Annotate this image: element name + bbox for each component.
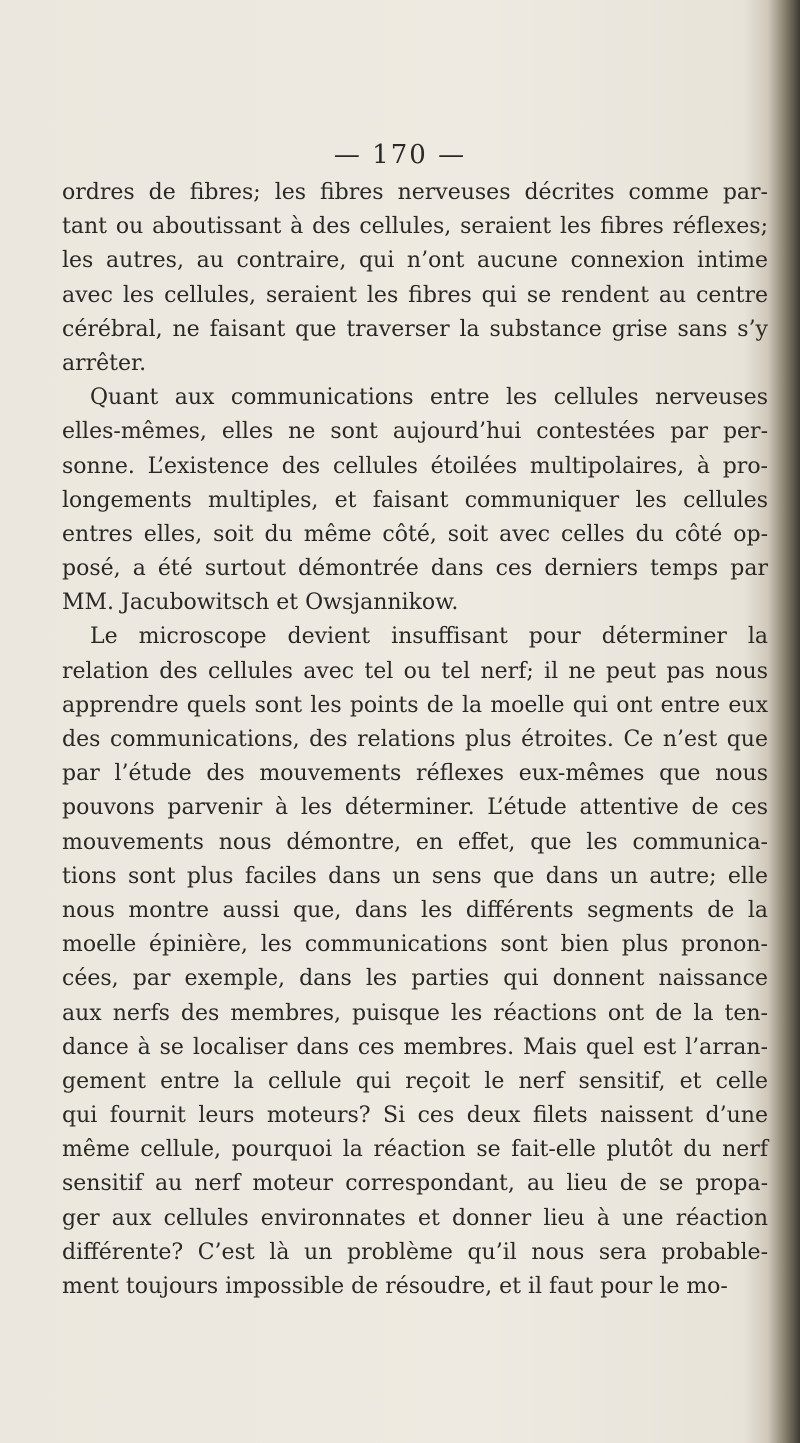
- text-line: tant ou aboutissant à des cellules, seraient les fibres réflexes;: [62, 214, 768, 240]
- text-line: avec les cellules, seraient les fibres qui se rendent au centre: [62, 282, 768, 308]
- text-line: dance à se localiser dans ces membres. Mais quel est l’arran-: [62, 1034, 768, 1060]
- text-line: ment toujours impossible de résoudre, et il faut pour le mo-: [62, 1274, 728, 1299]
- text-line: arrêter.: [62, 350, 147, 376]
- text-line: relation des cellules avec tel ou tel nerf; il ne peut pas nous: [62, 658, 768, 684]
- text-line: gement entre la cellule qui reçoit le nerf sensitif, et celle: [62, 1068, 768, 1094]
- text-line: tions sont plus faciles dans un sens que dans un autre; elle: [62, 863, 768, 889]
- text-line: ger aux cellules environnates et donner lieu à une réaction: [62, 1205, 768, 1231]
- page-number: — 170 —: [333, 140, 467, 170]
- text-line: qui fournit leurs moteurs? Si ces deux filets naissent d’une: [62, 1103, 768, 1129]
- text-line: Quant aux communications entre les cellules nerveuses: [90, 385, 768, 411]
- text-line: elles-mêmes, elles ne sont aujourd’hui contestées par per-: [62, 419, 768, 445]
- text-line: cérébral, ne faisant que traverser la substance grise sans s’y: [62, 316, 768, 342]
- text-line: aux nerfs des membres, puisque les réactions ont de la ten-: [62, 1000, 768, 1026]
- text-line: Le microscope devient insuffisant pour déterminer la: [90, 624, 768, 650]
- text-line: sonne. L’existence des cellules étoilées multipolaires, à pro-: [62, 453, 768, 479]
- text-line: posé, a été surtout démontrée dans ces derniers temps par: [62, 556, 768, 582]
- text-line: par l’étude des mouvements réflexes eux-mêmes que nous: [62, 761, 768, 787]
- text-line: différente? C’est là un problème qu’il nous sera probable-: [62, 1239, 768, 1265]
- text-line: pouvons parvenir à les déterminer. L’étude attentive de ces: [62, 795, 768, 821]
- text-line: entres elles, soit du même côté, soit avec celles du côté op-: [62, 521, 768, 547]
- body-text: [62, 176, 768, 1304]
- text-line: ordres de fibres; les fibres nerveuses décrites comme par-: [62, 180, 768, 205]
- text-line: même cellule, pourquoi la réaction se fait-elle plutôt du nerf: [62, 1137, 768, 1163]
- text-line: MM. Jacubowitsch et Owsjannikow.: [62, 590, 459, 616]
- text-line: cées, par exemple, dans les parties qui donnent naissance: [62, 966, 768, 992]
- text-line: nous montre aussi que, dans les différents segments de la: [62, 897, 768, 923]
- text-line: moelle épinière, les communications sont bien plus pronon-: [62, 932, 768, 958]
- text-line: sensitif au nerf moteur correspondant, au lieu de se propa-: [62, 1171, 768, 1197]
- text-line: les autres, au contraire, qui n’ont aucune connexion intime: [62, 248, 768, 274]
- text-line: apprendre quels sont les points de la moelle qui ont entre eux: [62, 692, 768, 718]
- text-line: mouvements nous démontre, en effet, que les communica-: [62, 829, 768, 855]
- text-line: des communications, des relations plus étroites. Ce n’est que: [62, 727, 768, 752]
- text-line: longements multiples, et faisant communiquer les cellules: [62, 487, 768, 513]
